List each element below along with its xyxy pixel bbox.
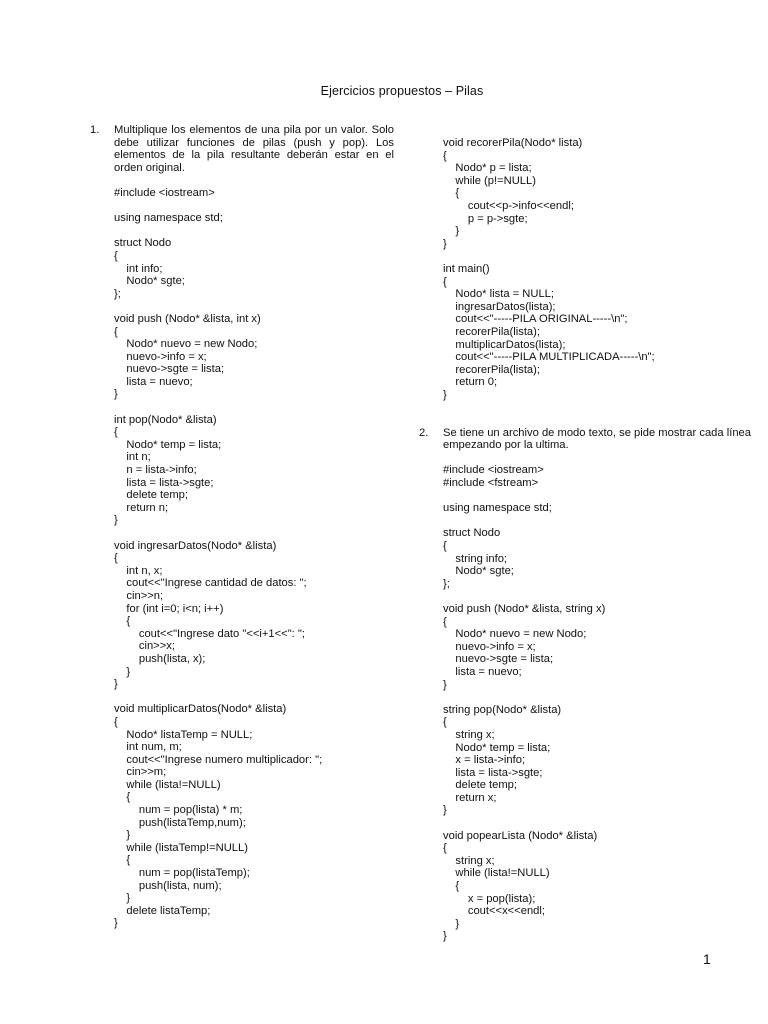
code-line: { [443, 149, 447, 162]
code-line: { [443, 275, 447, 288]
code-line: return 0; [443, 376, 498, 389]
exercise-1-number: 1. [90, 124, 100, 136]
code-line: { [114, 791, 131, 804]
code-line: void push (Nodo* &lista, string x) [443, 602, 606, 615]
code-line: } [114, 514, 118, 527]
left-column [90, 124, 394, 930]
code-line: lista = nuevo; [114, 375, 193, 388]
code-line [114, 527, 394, 540]
code-line: Nodo* listaTemp = NULL; [114, 728, 253, 741]
code-line: { [443, 842, 447, 855]
code-line: int info; [114, 262, 163, 275]
code-line: string pop(Nodo* &lista) [443, 703, 562, 716]
code-line: int n, x; [114, 564, 163, 577]
code-line: } [114, 388, 118, 401]
code-line: push(listaTemp,num); [114, 816, 246, 829]
code-line [114, 691, 394, 704]
code-line: cout<<"Ingrese dato "<<i+1<<": "; [114, 627, 305, 640]
code-line: while (lista!=NULL) [114, 778, 221, 791]
code-line [443, 590, 751, 603]
code-line: { [114, 325, 118, 338]
code-line: } [443, 930, 447, 943]
code-line: void ingresarDatos(Nodo* &lista) [114, 539, 277, 552]
code-line: { [114, 715, 118, 728]
code-line: x = lista->info; [443, 754, 526, 767]
code-line: struct Nodo [443, 527, 501, 540]
code-line [443, 515, 751, 528]
code-line: recorerPila(lista); [443, 325, 540, 338]
code-line: { [443, 880, 460, 893]
code-line: num = pop(lista) * m; [114, 804, 243, 817]
code-line: string info; [443, 552, 508, 565]
code-line: } [443, 225, 460, 238]
code-line [443, 452, 751, 465]
code-line: { [114, 426, 118, 439]
code-line: cout<<p->info<<endl; [443, 199, 574, 212]
code-line: } [114, 917, 118, 930]
code-line: cout<<"Ingrese numero multiplicador: "; [114, 753, 323, 766]
exercise-1-code-part-1 [114, 174, 394, 930]
code-line: cout<<x<<endl; [443, 905, 545, 918]
code-line: while (lista!=NULL) [443, 867, 550, 880]
code-line: cin>>m; [114, 766, 167, 779]
code-line: #include <iostream> [114, 186, 215, 199]
right-column [419, 137, 751, 943]
code-line: cin>>x; [114, 640, 175, 653]
code-line: } [443, 388, 447, 401]
code-line: { [443, 716, 447, 729]
exercise-2 [419, 426, 751, 943]
code-line: while (listaTemp!=NULL) [114, 841, 248, 854]
code-line: Nodo* temp = lista; [443, 741, 551, 754]
exercise-1-code-part-2 [443, 137, 751, 401]
code-line: lista = lista->sgte; [114, 476, 214, 489]
code-line: Nodo* temp = lista; [114, 438, 222, 451]
code-line: } [114, 678, 118, 691]
code-line [114, 200, 394, 213]
code-line: delete temp; [443, 779, 518, 792]
code-line: Nodo* lista = NULL; [443, 288, 554, 301]
code-line: nuevo->sgte = lista; [114, 363, 225, 376]
code-line: Nodo* p = lista; [443, 162, 532, 175]
code-line: { [114, 615, 131, 628]
code-line: for (int i=0; i<n; i++) [114, 602, 224, 615]
code-line: struct Nodo [114, 237, 172, 250]
code-line: recorerPila(lista); [443, 363, 540, 376]
code-line: cin>>n; [114, 589, 164, 602]
code-line: #include <iostream> [443, 464, 544, 477]
code-line: cout<<"-----PILA ORIGINAL-----\n"; [443, 313, 628, 326]
code-line: delete temp; [114, 489, 189, 502]
code-line: #include <fstream> [443, 477, 539, 490]
code-line: push(lista, x); [114, 652, 206, 665]
code-line: { [443, 615, 447, 628]
code-line: Nodo* nuevo = new Nodo; [114, 338, 258, 351]
code-line [114, 174, 394, 187]
code-line [114, 300, 394, 313]
code-line: { [443, 540, 447, 552]
code-line: } [114, 829, 131, 842]
code-line: Nodo* sgte; [114, 275, 185, 288]
code-line: while (p!=NULL) [443, 174, 536, 187]
code-line: { [114, 249, 118, 262]
code-line [443, 817, 751, 830]
document-title: Ejercicios propuestos – Pilas [320, 84, 484, 98]
code-line [443, 250, 751, 263]
code-line: p = p->sgte; [443, 212, 528, 225]
code-line: }; [443, 577, 450, 590]
code-line: { [114, 854, 131, 867]
code-line: ingresarDatos(lista); [443, 300, 556, 313]
code-line: void multiplicarDatos(Nodo* &lista) [114, 703, 287, 716]
code-line: void recorerPila(Nodo* lista) [443, 137, 583, 149]
code-line: } [114, 665, 131, 678]
code-line: string x; [443, 728, 495, 741]
code-line: return n; [114, 501, 169, 514]
code-line: } [443, 237, 447, 250]
exercise-1 [90, 124, 394, 930]
spacer [443, 401, 751, 414]
code-line: int n; [114, 451, 151, 464]
code-line: int main() [443, 262, 490, 275]
code-line: nuevo->sgte = lista; [443, 653, 554, 666]
exercise-2-number: 2. [419, 426, 429, 439]
code-line: x = pop(lista); [443, 892, 536, 905]
code-line: push(lista, num); [114, 879, 222, 892]
page-number: 1 [703, 951, 711, 967]
code-line: } [443, 678, 447, 691]
code-line: num = pop(listaTemp); [114, 867, 250, 880]
code-line: } [443, 804, 447, 817]
code-line: cout<<"Ingrese cantidad de datos: "; [114, 577, 307, 590]
code-line: Nodo* nuevo = new Nodo; [443, 628, 587, 641]
code-line: int num, m; [114, 741, 182, 754]
code-line: Nodo* sgte; [443, 565, 514, 578]
code-line: nuevo->info = x; [443, 640, 536, 653]
code-line: multiplicarDatos(lista); [443, 338, 566, 351]
code-line: int pop(Nodo* &lista) [114, 413, 217, 426]
code-line: n = lista->info; [114, 464, 197, 477]
spacer [443, 414, 751, 427]
code-line: lista = lista->sgte; [443, 766, 543, 779]
code-line: void popearLista (Nodo* &lista) [443, 829, 598, 842]
code-line [443, 490, 751, 503]
code-line [114, 225, 394, 238]
exercise-1-statement: Multiplique los elementos de una pila por un valor. Solo debe utilizar funciones de pilas (push y pop). Los elementos de la pila resultante deberán estar en el orden original. [114, 124, 394, 174]
code-line: using namespace std; [443, 502, 552, 515]
code-line: } [443, 917, 460, 930]
code-line: } [114, 892, 131, 905]
code-line: { [114, 552, 118, 565]
code-line: return x; [443, 791, 497, 804]
code-line: cout<<"-----PILA MULTIPLICADA-----\n"; [443, 351, 655, 364]
code-line: using namespace std; [114, 212, 223, 225]
exercise-2-statement: Se tiene un archivo de modo texto, se pide mostrar cada línea empezando por la ultima. [443, 426, 751, 452]
code-line: nuevo->info = x; [114, 350, 207, 363]
code-line [114, 401, 394, 414]
code-line: delete listaTemp; [114, 904, 211, 917]
exercise-2-code [443, 452, 751, 943]
code-line: string x; [443, 854, 495, 867]
code-line: lista = nuevo; [443, 665, 522, 678]
code-line: { [443, 187, 460, 200]
code-line: }; [114, 287, 121, 300]
code-line: void push (Nodo* &lista, int x) [114, 312, 261, 325]
code-line [443, 691, 751, 704]
